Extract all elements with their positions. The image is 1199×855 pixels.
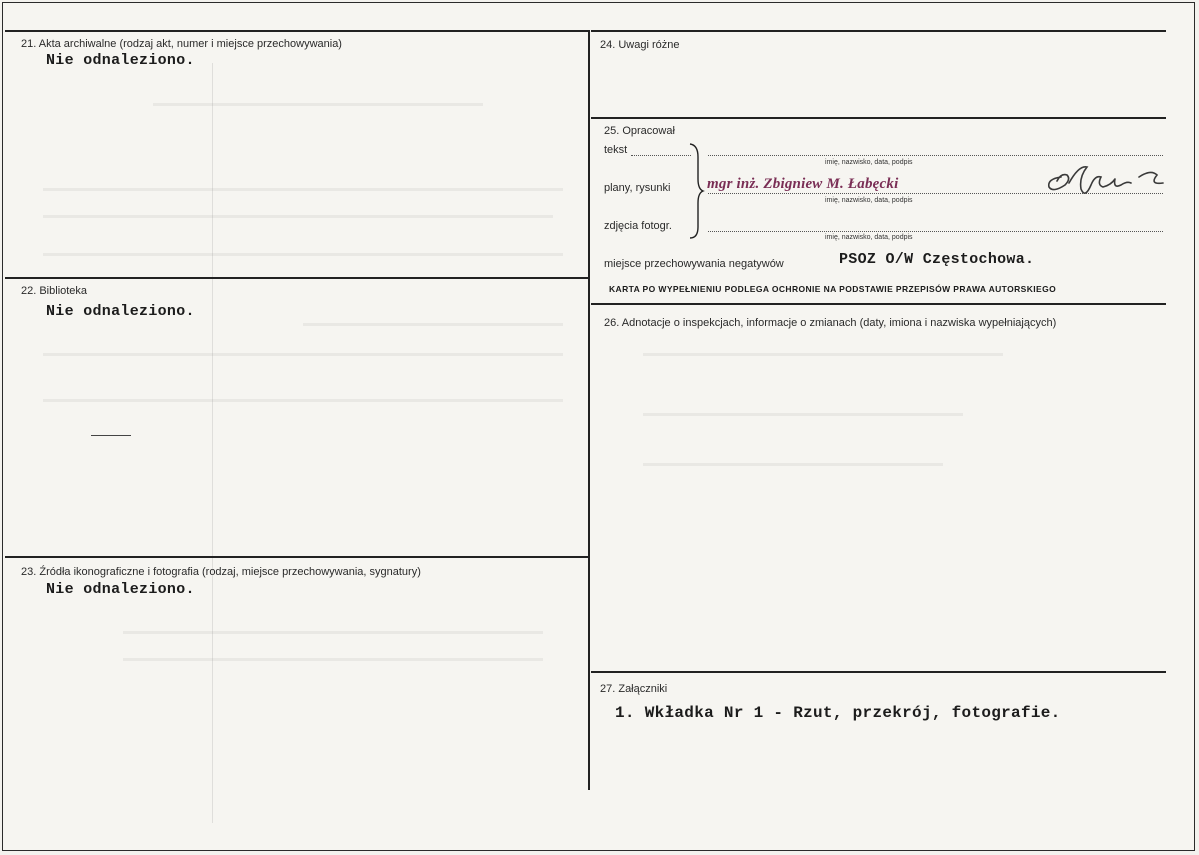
show-through-line xyxy=(643,413,963,416)
copyright-notice: KARTA PO WYPEŁNIENIU PODLEGA OCHRONIE NA PODSTAWIE PRZEPISÓW PRAWA AUTORSKIEGO xyxy=(609,284,1057,294)
show-through-line xyxy=(643,353,1003,356)
section-21-value: Nie odnaleziono. xyxy=(46,52,195,69)
divider-25-26 xyxy=(591,303,1166,305)
section-27-value: 1. Wkładka Nr 1 - Rzut, przekrój, fotografie. xyxy=(615,704,1061,722)
show-through-line xyxy=(43,353,563,356)
record-card xyxy=(2,2,1195,851)
field-caption: imię, nazwisko, data, podpis xyxy=(825,197,913,204)
field-caption: imię, nazwisko, data, podpis xyxy=(825,234,913,241)
author-stamp: mgr inż. Zbigniew M. Łabęcki xyxy=(707,176,899,192)
show-through-line xyxy=(643,463,943,466)
section-22-label: 22. Biblioteka xyxy=(21,285,88,297)
dotted-line xyxy=(631,155,691,156)
top-rule-right xyxy=(591,30,1166,32)
center-divider xyxy=(588,30,590,790)
divider-26-27 xyxy=(591,671,1166,673)
show-through-fold xyxy=(212,63,213,823)
top-rule-left xyxy=(5,30,589,32)
show-through-line xyxy=(153,103,483,106)
show-through-line xyxy=(43,253,563,256)
section-23-label: 23. Źródła ikonograficzne i fotografia (rodzaj, miejsce przechowywania, sygnatury) xyxy=(21,566,421,578)
signature-icon xyxy=(1039,155,1179,205)
section-21-label: 21. Akta archiwalne (rodzaj akt, numer i miejsce przechowywania) xyxy=(21,38,342,50)
dotted-line xyxy=(708,231,1163,232)
divider-22-23 xyxy=(5,556,589,558)
field-caption: imię, nazwisko, data, podpis xyxy=(825,159,913,166)
section-27-label: 27. Załączniki xyxy=(600,683,668,695)
negatives-location: PSOZ O/W Częstochowa. xyxy=(839,251,1035,268)
show-through-line xyxy=(303,323,563,326)
row-label-zdjecia: zdjęcia fotogr. xyxy=(604,220,672,232)
row-label-plany: plany, rysunki xyxy=(604,182,671,194)
show-through-line xyxy=(123,658,543,661)
divider-24-25 xyxy=(591,117,1166,119)
show-through-line xyxy=(43,188,563,191)
section-25-label: 25. Opracował xyxy=(604,125,675,137)
show-through-line xyxy=(123,631,543,634)
section-22-value: Nie odnaleziono. xyxy=(46,303,195,320)
short-dash xyxy=(91,435,131,436)
section-26-label: 26. Adnotacje o inspekcjach, informacje o zmianach (daty, imiona i nazwiska wypełniających) xyxy=(604,317,1057,329)
show-through-line xyxy=(43,215,553,218)
negatives-label: miejsce przechowywania negatywów xyxy=(604,258,784,270)
row-label-tekst: tekst xyxy=(604,144,628,156)
divider-21-22 xyxy=(5,277,589,279)
section-23-value: Nie odnaleziono. xyxy=(46,581,195,598)
show-through-line xyxy=(43,399,563,402)
brace-icon xyxy=(686,143,706,239)
section-24-label: 24. Uwagi różne xyxy=(600,39,680,51)
